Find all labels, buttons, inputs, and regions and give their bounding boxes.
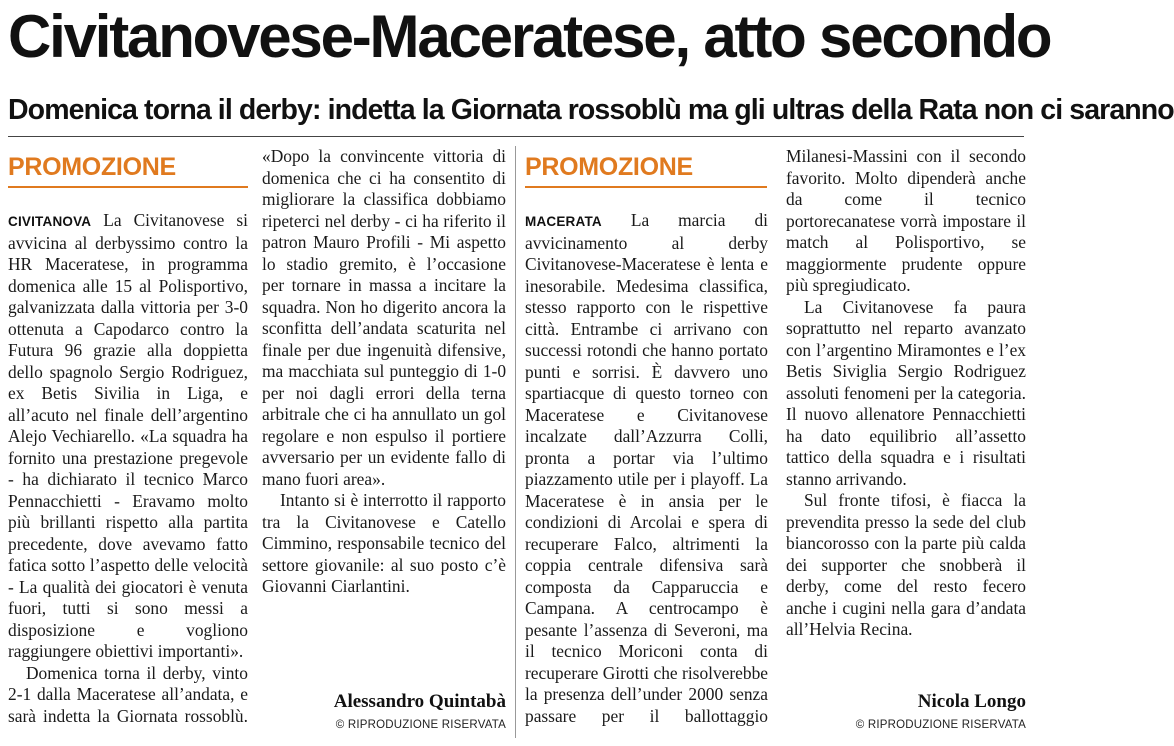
right-article-column-2: Milanesi-Massini con il secondo favorito. Molto dipenderà anche da come il tecnico portorecanatese vorrà impostare il match al Polisportivo, se maggiormente prudente oppure più spregiudicato. La Civitanovese fa paura soprattutto nel reparto avanzato con l’argentino Miramontes e l’ex Betis Siviglia Sergio Rodriguez assoluti fenomeni per la categoria. Il nuovo allenatore Pennacchietti ha dato equilibrio all’assetto tattico della squadra e i risultati stanno arrivando. Sul fronte tifosi, è fiacca la prevendita presso la sede del club biancorosso con la parte più calda dei supporter che snobberà il derby, come del resto fecero anche i cugini nella gara d’andata all’Helvia Recina.: [786, 146, 1026, 639]
right-paragraph-2: La Civitanovese fa paura soprattutto nel reparto avanzato con l’argentino Miramontes e l’ex Betis Siviglia Sergio Rodriguez assoluti fenomeni per la categoria. Il nuovo allenatore Pennacchietti ha dato equilibrio all’assetto tattico della squadra e i risultati stanno arrivando.: [786, 296, 1026, 489]
headline: Civitanovese-Maceratese, atto secondo: [8, 3, 1051, 70]
left-paragraph-3: Intanto si è interrotto il rapporto tra la Civitanovese e Catello Cimmino, responsabile tecnico del settore giovanile: al suo posto c’è Giovanni Ciarlantini.: [262, 490, 506, 596]
left-copyright: © RIPRODUZIONE RISERVATA: [335, 719, 506, 731]
right-paragraph-1: [525, 210, 768, 727]
left-paragraph-1-text: La Civitanovese si avvicina al derbyssimo contro la HR Maceratese, in programma domenica alle 15 al Polisportivo, galvanizzata dalla vittoria per 3-0 ottenuta a Capodarco contro la Futura 96 grazie alla doppietta dello spagnolo Sergio Rodriguez, ex Betis Sivilia in Liga, e all’acuto nel finale dell’argentino Alejo Vechiarello. «La squadra ha fornito una prestazione pregevole - ha dichiarato il tecnico Marco Pennacchietti - Eravamo molto più brillanti rispetto alla partita precedente, dove avevamo fatto fatica sotto l’aspetto delle velocità - La qualità dei giocatori è venuta fuori, tutti si sono messi a disposizione e vogliono raggiungere obiettivi importanti».: [8, 210, 248, 661]
left-kicker: PROMOZIONE: [8, 150, 248, 188]
column-divider: [515, 146, 516, 738]
left-dateline: CIVITANOVA: [8, 214, 92, 229]
left-article-column-2: «Dopo la convincente vittoria di domenica che ci ha consentito di migliorare la classifica dobbiamo ripeterci nel derby - ci ha riferito il patron Mauro Profili - Mi aspetto lo stadio gremito, è l’occasione per tornare in massa a incitare la squadra. Non ho digerito ancora la sconfitta dell’andata scaturita nel finale per due ingenuità difensive, ma macchiata sul punteggio di 1-0 per noi dagli errori della terna arbitrale che ci ha annullato un gol regolare e non espulso il portiere avversario per un evidente fallo di mano fuori area». Intanto si è interrotto il rapporto tra la Civitanovese e Catello Cimmino, responsabile tecnico del settore giovanile: al suo posto c’è Giovanni Ciarlantini.: [262, 146, 507, 596]
right-dateline: MACERATA: [525, 214, 602, 229]
right-article-column-1: [525, 210, 768, 740]
subheadline: Domenica torna il derby: indetta la Giornata rossoblù ma gli ultras della Rata non ci saranno: [8, 94, 1174, 126]
right-kicker: PROMOZIONE: [525, 150, 767, 188]
left-paragraph-1: [8, 210, 248, 663]
left-article-column-1: [8, 210, 248, 740]
right-paragraph-3: Sul fronte tifosi, è fiacca la prevendita presso la sede del club biancorosso con la parte più calda dei supporter che snobberà il derby, come del resto fecero anche i cugini nella gara d’andata all’Helvia Recina.: [786, 490, 1026, 639]
left-byline: Alessandro Quintabà: [333, 691, 506, 712]
right-byline: Nicola Longo: [917, 691, 1026, 712]
right-paragraph-1-text: La marcia di avvicinamento al derby Civitanovese-Maceratese è lenta e inesorabile. Medesima classifica, stesso rapporto con le rispettive città. Entrambe ci arrivano con successi rotondi che hanno portato punti e sorrisi. È davvero uno spartiacque di questo torneo con Maceratese e Civitanovese incalzate dall’Azzurra Colli, pronta a portar via l’ultimo piazzamento utile per i playoff. La Maceratese è in ansia per le condizioni di Arcolai e spera di recuperare Falco, altrimenti la coppia centrale difensiva sarà composta da Capparuccia e Campana. A centrocampo è pesante l’assenza di Severoni, ma il tecnico Moriconi conta di recuperare Girotti che risolverebbe la presenza dell’under 2000 senza passare per il ballottaggio: [525, 210, 768, 726]
right-copyright: © RIPRODUZIONE RISERVATA: [855, 719, 1026, 731]
top-divider: [8, 136, 1024, 137]
left-paragraph-2: Domenica torna il derby, vinto 2-1 dalla Maceratese all’andata, e sarà indetta la Giornata rossoblù.: [8, 662, 248, 726]
